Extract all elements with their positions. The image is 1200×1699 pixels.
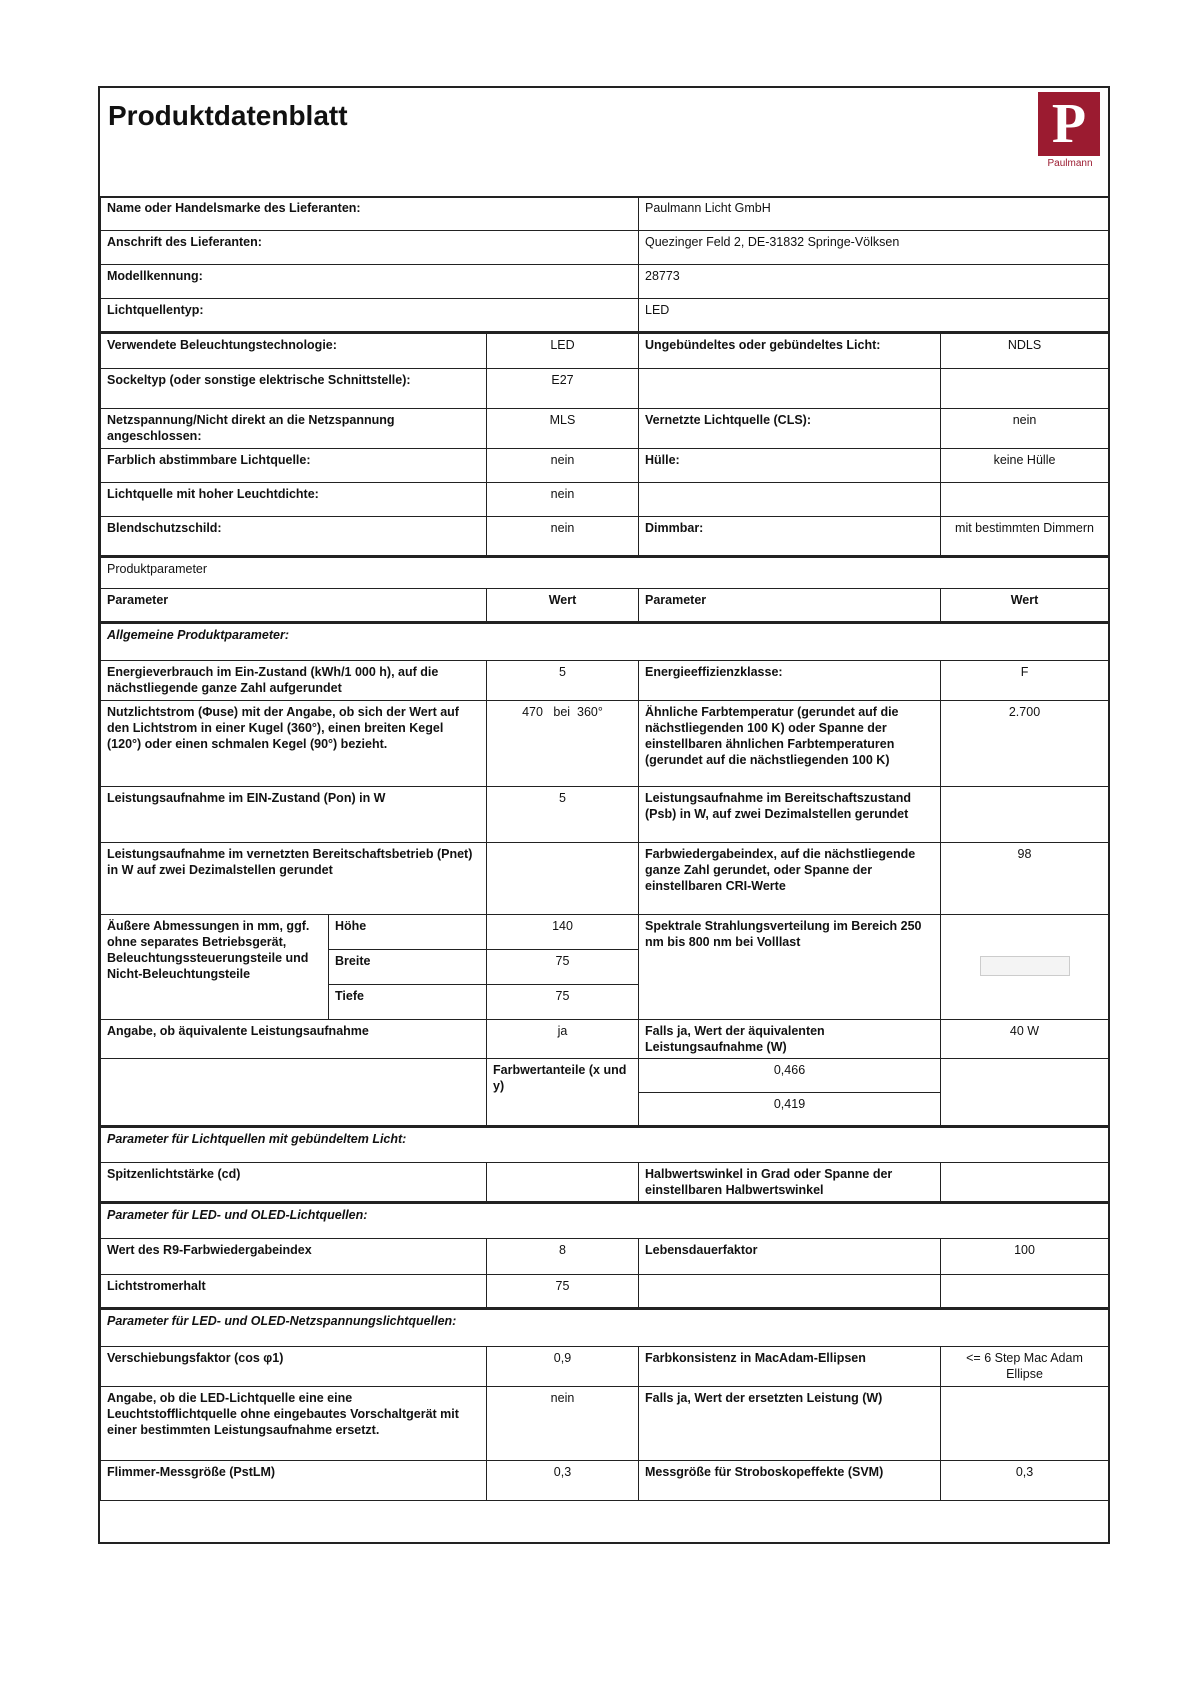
stroboscopic-value: 0,3 <box>941 1461 1109 1501</box>
tech-value: NDLS <box>941 333 1109 369</box>
params-header-parameter: Parameter <box>101 589 487 623</box>
efficiency-class-value: F <box>941 661 1109 701</box>
tech-value: nein <box>941 409 1109 449</box>
mains-heading: Parameter für LED- und OLED-Netzspannungslichtquellen: <box>101 1309 1109 1347</box>
tech-value: LED <box>487 333 639 369</box>
table-row <box>101 787 1109 843</box>
tech-label <box>639 369 941 409</box>
supplier-name-label: Name oder Handelsmarke des Lieferanten: <box>101 197 639 231</box>
table-row <box>101 449 1109 483</box>
logo-letter: P <box>1038 92 1100 156</box>
directional-heading: Parameter für Lichtquellen mit gebündeltem Licht: <box>101 1127 1109 1163</box>
equivalent-value: ja <box>487 1020 639 1059</box>
cri-label: Farbwiedergabeindex, auf die nächstliegende ganze Zahl gerundet, oder Spanne der einstellbaren CRI-Werte <box>639 843 941 915</box>
header <box>100 88 1108 198</box>
tech-value <box>941 483 1109 517</box>
table-row <box>101 231 1109 265</box>
equivalent-label: Angabe, ob äquivalente Leistungsaufnahme <box>101 1020 487 1059</box>
table-row <box>101 483 1109 517</box>
supplier-address-label: Anschrift des Lieferanten: <box>101 231 639 265</box>
tech-label: Sockeltyp (oder sonstige elektrische Schnittstelle): <box>101 369 487 409</box>
chromaticity-x-value: 0,466 <box>639 1059 941 1093</box>
page-title: Produktdatenblatt <box>108 100 348 131</box>
table-row <box>101 661 1109 701</box>
table-row <box>101 1163 1109 1203</box>
table-row <box>101 1275 1109 1309</box>
tech-value: E27 <box>487 369 639 409</box>
params-header-value: Wert <box>487 589 639 623</box>
flux-unit: bei <box>553 705 571 719</box>
pon-value: 5 <box>487 787 639 843</box>
tech-label: Netzspannung/Nicht direkt an die Netzspannung angeschlossen: <box>101 409 487 449</box>
tech-value: nein <box>487 483 639 517</box>
flux-angle: 360° <box>577 705 603 719</box>
table-row <box>101 557 1109 589</box>
spectral-image-cell <box>941 915 1109 1020</box>
table-row <box>101 1461 1109 1501</box>
replacement-value: nein <box>487 1387 639 1461</box>
pon-label: Leistungsaufnahme im EIN-Zustand (Pon) in W <box>101 787 487 843</box>
tech-label: Lichtquelle mit hoher Leuchtdichte: <box>101 483 487 517</box>
table-row <box>101 517 1109 557</box>
replacement-power-label: Falls ja, Wert der ersetzten Leistung (W) <box>639 1387 941 1461</box>
table-row <box>101 701 1109 787</box>
flicker-value: 0,3 <box>487 1461 639 1501</box>
equivalent-power-label: Falls ja, Wert der äquivalenten Leistungsaufnahme (W) <box>639 1020 941 1059</box>
table-row <box>101 265 1109 299</box>
tech-value: nein <box>487 449 639 483</box>
macadam-label: Farbkonsistenz in MacAdam-Ellipsen <box>639 1347 941 1387</box>
pnet-value <box>487 843 639 915</box>
flux-value-cell <box>487 701 639 787</box>
table-row <box>101 1127 1109 1163</box>
peak-intensity-label: Spitzenlichtstärke (cd) <box>101 1163 487 1203</box>
empty-cell <box>101 1059 487 1127</box>
empty-cell <box>941 1275 1109 1309</box>
maintenance-label: Lichtstromerhalt <box>101 1275 487 1309</box>
paulmann-logo <box>1038 92 1102 176</box>
table-row <box>101 843 1109 915</box>
chromaticity-y-value: 0,419 <box>639 1093 941 1127</box>
tech-label: Verwendete Beleuchtungstechnologie: <box>101 333 487 369</box>
tech-label: Vernetzte Lichtquelle (CLS): <box>639 409 941 449</box>
table-row <box>101 1059 1109 1093</box>
energy-label: Energieverbrauch im Ein-Zustand (kWh/1 000 h), auf die nächstliegende ganze Zahl aufgerundet <box>101 661 487 701</box>
tech-label <box>639 483 941 517</box>
cct-value: 2.700 <box>941 701 1109 787</box>
tech-label: Hülle: <box>639 449 941 483</box>
params-header-value: Wert <box>941 589 1109 623</box>
replacement-power-value <box>941 1387 1109 1461</box>
tech-value: keine Hülle <box>941 449 1109 483</box>
beam-angle-value <box>941 1163 1109 1203</box>
dimension-depth-value: 75 <box>487 985 639 1020</box>
dimension-depth-label: Tiefe <box>329 985 487 1020</box>
tech-label: Dimmbar: <box>639 517 941 557</box>
maintenance-value: 75 <box>487 1275 639 1309</box>
table-row <box>101 589 1109 623</box>
table-row <box>101 623 1109 661</box>
datasheet-table <box>100 196 1109 1501</box>
table-row <box>101 299 1109 333</box>
model-id-label: Modellkennung: <box>101 265 639 299</box>
displacement-factor-value: 0,9 <box>487 1347 639 1387</box>
macadam-value: <= 6 Step Mac Adam Ellipse <box>941 1347 1109 1387</box>
peak-intensity-value <box>487 1163 639 1203</box>
tech-value: MLS <box>487 409 639 449</box>
cct-label: Ähnliche Farbtemperatur (gerundet auf die nächstliegenden 100 K) oder Spanne der einstellbaren ähnlichen Farbtemperaturen (gerundet auf die nächstliegenden 100 K) <box>639 701 941 787</box>
psb-label: Leistungsaufnahme im Bereitschaftszustand (Psb) in W, auf zwei Dezimalstellen gerundet <box>639 787 941 843</box>
table-row <box>101 333 1109 369</box>
dimensions-label: Äußere Abmessungen in mm, ggf. ohne separates Betriebsgerät, Beleuchtungssteuerungsteile und Nicht-Beleuchtungsteile <box>101 915 329 1020</box>
table-row <box>101 1239 1109 1275</box>
tech-label: Farblich abstimmbare Lichtquelle: <box>101 449 487 483</box>
led-heading: Parameter für LED- und OLED-Lichtquellen: <box>101 1203 1109 1239</box>
replacement-label: Angabe, ob die LED-Lichtquelle eine eine Leuchtstofflichtquelle ohne eingebautes Vorschaltgerät mit einer bestimmten Leistungsaufnahme ersetzt. <box>101 1387 487 1461</box>
spectral-distribution-image <box>980 956 1070 976</box>
equivalent-power-value: 40 W <box>941 1020 1109 1059</box>
dimension-height-label: Höhe <box>329 915 487 950</box>
supplier-address-value: Quezinger Feld 2, DE-31832 Springe-Völksen <box>639 231 1109 265</box>
flux-label: Nutzlichtstrom (Φuse) mit der Angabe, ob sich der Wert auf den Lichtstrom in einer Kugel (360°), einen breiten Kegel (120°) oder einen schmalen Kegel (90°) bezieht. <box>101 701 487 787</box>
empty-cell <box>941 1059 1109 1127</box>
chromaticity-label: Farbwertanteile (x und y) <box>487 1059 639 1127</box>
table-row <box>101 1387 1109 1461</box>
datasheet <box>98 86 1110 1544</box>
lifetime-value: 100 <box>941 1239 1109 1275</box>
params-header-parameter: Parameter <box>639 589 941 623</box>
psb-value <box>941 787 1109 843</box>
dimension-width-label: Breite <box>329 950 487 985</box>
table-row <box>101 1309 1109 1347</box>
efficiency-class-label: Energieeffizienzklasse: <box>639 661 941 701</box>
table-row <box>101 409 1109 449</box>
lifetime-label: Lebensdauerfaktor <box>639 1239 941 1275</box>
logo-text: Paulmann <box>1047 158 1093 169</box>
empty-cell <box>639 1275 941 1309</box>
pnet-label: Leistungsaufnahme im vernetzten Bereitschaftsbetrieb (Pnet) in W auf zwei Dezimalstellen gerundet <box>101 843 487 915</box>
flicker-label: Flimmer-Messgröße (PstLM) <box>101 1461 487 1501</box>
tech-label: Blendschutzschild: <box>101 517 487 557</box>
r9-label: Wert des R9-Farbwiedergabeindex <box>101 1239 487 1275</box>
energy-value: 5 <box>487 661 639 701</box>
table-row <box>101 369 1109 409</box>
tech-value <box>941 369 1109 409</box>
flux-value: 470 <box>522 705 543 719</box>
tech-label: Ungebündeltes oder gebündeltes Licht: <box>639 333 941 369</box>
tech-value: mit bestimmten Dimmern <box>941 517 1109 557</box>
dimension-height-value: 140 <box>487 915 639 950</box>
spectral-label: Spektrale Strahlungsverteilung im Bereich 250 nm bis 800 nm bei Volllast <box>639 915 941 1020</box>
table-row <box>101 197 1109 231</box>
table-row <box>101 1203 1109 1239</box>
supplier-name-value: Paulmann Licht GmbH <box>639 197 1109 231</box>
r9-value: 8 <box>487 1239 639 1275</box>
displacement-factor-label: Verschiebungsfaktor (cos φ1) <box>101 1347 487 1387</box>
general-heading: Allgemeine Produktparameter: <box>101 623 1109 661</box>
model-id-value: 28773 <box>639 265 1109 299</box>
light-source-type-value: LED <box>639 299 1109 333</box>
stroboscopic-label: Messgröße für Stroboskopeffekte (SVM) <box>639 1461 941 1501</box>
cri-value: 98 <box>941 843 1109 915</box>
table-row <box>101 915 1109 950</box>
params-heading: Produktparameter <box>101 557 1109 589</box>
dimension-width-value: 75 <box>487 950 639 985</box>
light-source-type-label: Lichtquellentyp: <box>101 299 639 333</box>
table-row <box>101 1347 1109 1387</box>
table-row <box>101 1020 1109 1059</box>
tech-value: nein <box>487 517 639 557</box>
beam-angle-label: Halbwertswinkel in Grad oder Spanne der einstellbaren Halbwertswinkel <box>639 1163 941 1203</box>
